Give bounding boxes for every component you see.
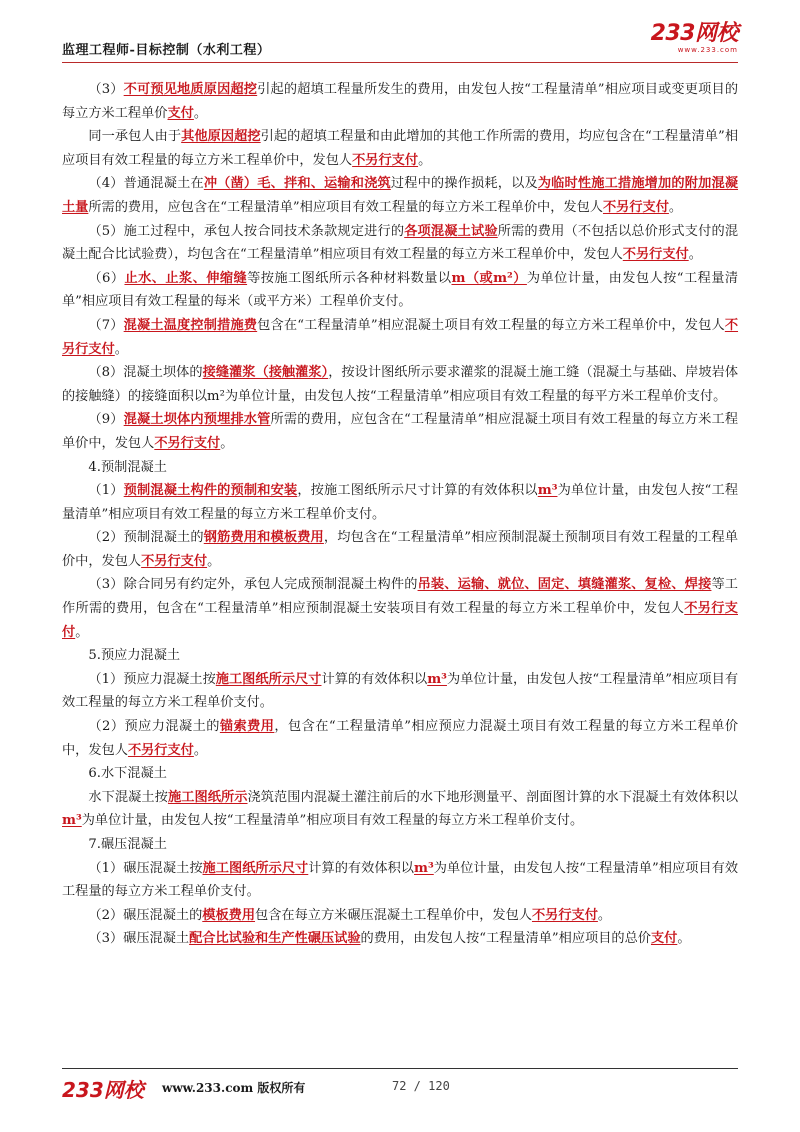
text-run: 计算的有效体积以 [321,671,428,687]
highlighted-phrase: 混凝土坝体内预埋排水管 [123,412,271,428]
text-run: 为单位计量，由发包人按“工程量清单”相应项目有效工程量的每立方米工程单价支付。 [81,813,584,829]
text-run: 为单位计量，由发包人按“工程量清单”相应项目有效工程量的每立方米工程单价支付。 [62,483,739,522]
highlighted-phrase: 吊装、运输、就位、固定、填缝灌浆、复检、焊接 [417,577,712,593]
paragraph [62,361,738,408]
highlighted-phrase: 施工图纸所示尺寸 [202,860,309,876]
text-run: 为单位计量，由发包人按“工程量清单”相应项目有效工程量的每立方米工程单价支付。 [62,671,739,711]
paragraph [62,857,738,904]
footer-logo: 233网校 [62,1078,144,1102]
highlighted-phrase: 各项混凝土试验 [404,223,498,239]
paragraph [62,267,738,314]
highlighted-phrase: 其他原因超挖 [181,129,261,145]
text-run: （9） [88,412,124,428]
highlighted-phrase: 支付 [650,931,678,947]
paragraph [62,573,738,644]
paragraph [62,172,738,219]
highlighted-phrase: m³ [537,483,558,499]
highlighted-phrase: 为临时性施工措施增加的附加混凝土量 [62,176,739,215]
text-run: 。 [418,152,432,168]
text-run: ，按设计图纸所示要求灌浆的混凝土施工缝（混凝土与基础、岸坡岩体的接触缝）的接缝面积以m²为单位计量，由发包人按“工程量清单”相应项目有效工程量的每平方米工程单价支付。 [62,365,739,404]
paragraph [62,715,738,762]
text-run: 。 [193,742,208,758]
highlighted-phrase: 不另行支付 [622,247,689,263]
paragraph [62,220,738,267]
text-run: 4.预制混凝土 [88,459,167,475]
paragraph [62,786,738,833]
paragraph [62,762,738,786]
text-run: （3） [88,82,124,97]
highlighted-phrase: 锚索费用 [219,719,275,735]
text-run: ，包含在“工程量清单”相应预应力混凝土项目有效工程量的每立方米工程单价中，发包人 [62,719,739,758]
paragraph [62,479,738,526]
text-run: 。 [688,247,702,263]
text-run: 的费用，由发包人按“工程量清单”相应项目的总价 [360,931,651,947]
highlighted-phrase: 钢筋费用和模板费用 [203,530,324,546]
highlighted-phrase: 不另行支付 [154,435,221,451]
text-run: 过程中的操作损耗，以及 [390,176,538,192]
highlighted-phrase: 不另行支付 [127,742,194,758]
text-run: ，均包含在“工程量清单”相应预制混凝土预制项目有效工程量的工程单价中，发包人 [62,530,739,569]
paragraph [62,125,738,172]
text-run: 。 [677,931,691,947]
document-body [62,78,738,951]
text-run: 。 [597,907,612,923]
highlighted-phrase: 支付 [167,105,194,121]
text-run: 引起的超填工程量所发生的费用，由发包人按“工程量清单”相应项目或变更项目的每立方米工程单价 [62,82,739,121]
text-run: 。 [668,199,683,215]
highlighted-phrase: 模板费用 [202,907,256,923]
paragraph [62,668,738,715]
highlighted-phrase: m³ [62,813,82,829]
highlighted-phrase: 不另行支付 [531,907,598,923]
page-header [62,22,738,62]
text-run: （6） [88,270,125,286]
text-run: 为单位计量，由发包人按“工程量清单”相应项目有效工程量的每米（或平方米）工程单价支付。 [62,270,739,310]
highlighted-phrase: m（或m²） [451,270,527,286]
paragraph [62,526,738,573]
text-run: 5.预应力混凝土 [88,648,181,664]
highlighted-phrase: m³ [414,860,434,876]
text-run: ，按施工图纸所示尺寸计算的有效体积以 [297,483,538,499]
text-run: 包含在每立方米碾压混凝土工程单价中，发包人 [255,907,532,923]
text-run: 浇筑范围内混凝土灌注前后的水下地形测量平、剖面图计算的水下混凝土有效体积以 [247,789,739,805]
text-run: （7） [88,317,124,333]
paragraph [62,833,738,857]
header-divider [62,62,738,63]
highlighted-phrase: 冲（凿）毛、拌和、运输和浇筑 [203,176,391,192]
highlighted-phrase: 不另行支付 [141,553,208,569]
text-run: 同一承包人由于 [88,129,182,145]
highlighted-phrase: 不另行支付 [602,199,669,215]
brand-logo-url: www.233.com [677,46,738,54]
paragraph [62,927,738,951]
text-run: 所需的费用，应包含在“工程量清单”相应混凝土项目有效工程量的每立方米工程单价中，发包人 [62,412,739,451]
highlighted-phrase: 接缝灌浆（接触灌浆） [202,365,329,381]
paragraph [62,314,738,361]
text-run: 引起的超填工程量和由此增加的其他工作所需的费用，均应包含在“工程量清单”相应项目有效工程量的每立方米工程单价中，发包人 [62,129,739,168]
document-title: 监理工程师-目标控制（水利工程） [62,43,271,58]
paragraph [62,78,738,125]
text-run: 。 [220,435,234,451]
paragraph [62,456,738,480]
text-run: （5）施工过程中，承包人按合同技术条款规定进行的 [88,223,405,239]
text-run: 等工作所需的费用，包含在“工程量清单”相应预制混凝土安装项目有效工程量的每立方米工程单价中，发包人 [62,577,738,617]
page-number: 72 / 120 [392,1079,450,1093]
brand-logo-text: 233网校 [650,21,738,46]
text-run: 计算的有效体积以 [308,860,415,876]
text-run: 7.碾压混凝土 [88,837,167,852]
highlighted-phrase: 混凝土温度控制措施费 [123,317,258,333]
highlighted-phrase: 不另行支付 [62,601,738,640]
text-run: 为单位计量，由发包人按“工程量清单”相应项目有效工程量的每立方米工程单价支付。 [62,860,739,900]
text-run: 6.水下混凝土 [88,766,167,782]
page-footer [62,1070,738,1100]
text-run: （2）预制混凝土的 [88,530,204,546]
paragraph [62,904,738,928]
text-run: （3）碾压混凝土 [88,931,190,947]
copyright-text: www.233.com 版权所有 [162,1081,306,1095]
text-run: 水下混凝土按 [88,789,168,805]
text-run: （2）预应力混凝土的 [88,719,220,735]
text-run: （4）普通混凝土在 [88,176,204,192]
text-run: 等按施工图纸所示各种材料数量以 [247,270,452,286]
highlighted-phrase: 不可预见地质原因超挖 [123,82,258,97]
highlighted-phrase: 不另行支付 [62,317,739,357]
highlighted-phrase: 预制混凝土构件的预制和安装 [123,483,298,499]
highlighted-phrase: 施工图纸所示尺寸 [215,671,322,687]
text-run: （2）碾压混凝土的 [88,907,203,923]
footer-divider [62,1068,738,1069]
text-run: 。 [75,624,89,640]
text-run: 所需的费用，应包含在“工程量清单”相应项目有效工程量的每立方米工程单价中，发包人 [88,199,603,215]
text-run: 所需的费用（不包括以总价形式支付的混凝土配合比试验费），均包含在“工程量清单”相应项目有效工程量的每立方米工程单价中，发包人 [62,223,739,263]
text-run: （1）碾压混凝土按 [88,860,203,876]
highlighted-phrase: 不另行支付 [352,152,419,168]
text-run: （1）预应力混凝土按 [88,671,216,687]
text-run: 包含在“工程量清单”相应混凝土项目有效工程量的每立方米工程单价中，发包人 [257,317,725,333]
text-run: 。 [114,341,128,357]
brand-logo [651,22,738,55]
highlighted-phrase: 配合比试验和生产性碾压试验 [189,931,361,947]
paragraph [62,408,738,455]
text-run: （1） [88,483,124,499]
text-run: （8）混凝土坝体的 [88,365,203,381]
highlighted-phrase: 施工图纸所示 [167,789,248,805]
text-run: 。 [207,553,221,569]
highlighted-phrase: 止水、止浆、伸缩缝 [124,270,248,286]
text-run: 。 [193,105,208,121]
highlighted-phrase: m³ [427,671,447,687]
paragraph [62,644,738,668]
text-run: （3）除合同另有约定外，承包人完成预制混凝土构件的 [88,577,418,593]
